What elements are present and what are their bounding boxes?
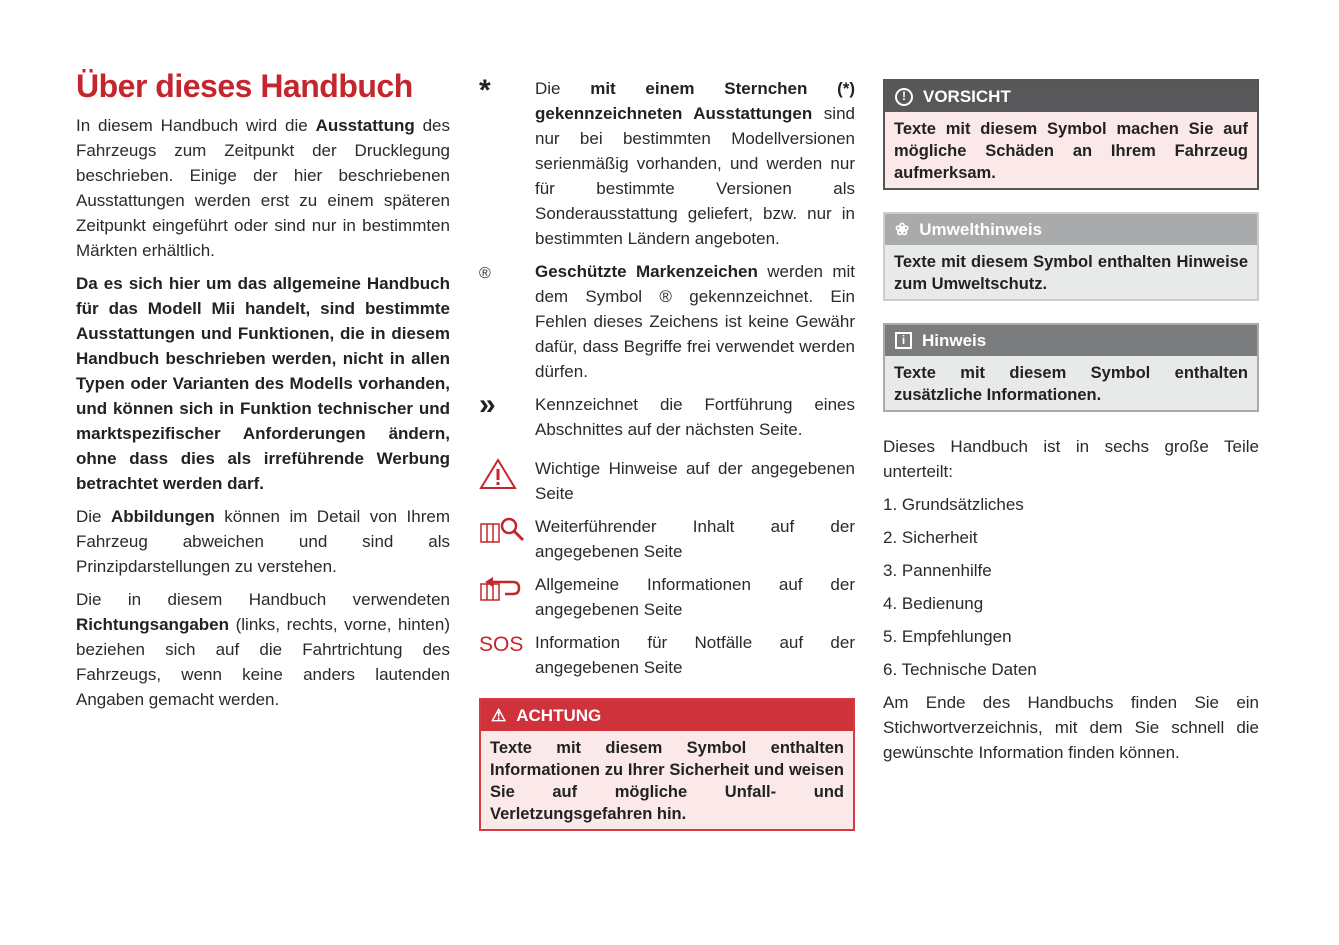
page-title: Über dieses Handbuch	[76, 68, 413, 104]
paragraph-richtung	[76, 587, 450, 712]
parts-list	[883, 492, 1259, 682]
umwelt-body: Texte mit diesem Symbol enthalten Hinweise zum Umweltschutz.	[885, 245, 1257, 299]
bold-text: Abbildungen	[110, 507, 215, 526]
right-column	[883, 79, 1259, 773]
text: des Fahrzeugs zum Zeitpunkt der Drucklegung beschrieben. Einige der hier beschriebenen Ausstattungen werden erst zu einem späteren Zeitpunkt eingeführt oder sind nur in bestimmten Märkten erhältlich.	[76, 116, 450, 260]
book-magnifier-icon	[479, 514, 535, 564]
symbol-book-search	[479, 514, 855, 564]
achtung-box	[479, 698, 855, 831]
list-item: 2. Sicherheit	[883, 528, 978, 547]
list-item: 5. Empfehlungen	[883, 627, 1012, 646]
text: können im Detail von Ihrem Fahrzeug abweichen und sind als Prinzipdarstellungen zu verstehen.	[76, 507, 450, 576]
symbol-text: Information für Notfälle auf der angegebenen Seite	[535, 633, 855, 677]
text: Die	[76, 507, 111, 526]
text: werden mit dem Symbol ® gekennzeichnet. Ein Fehlen dieses Zeichens ist keine Gewähr dafür, dass Begriffe frei verwendet werden dürfen.	[535, 262, 855, 381]
parts-outro: Am Ende des Handbuchs finden Sie ein Stichwortverzeichnis, mit dem Sie schnell die gewünschte Information finden können.	[883, 693, 1259, 762]
flower-icon: ❀	[895, 220, 910, 239]
hinweis-body: Texte mit diesem Symbol enthalten zusätzliche Informationen.	[885, 356, 1257, 410]
symbol-text	[535, 259, 855, 384]
symbol-registered	[479, 259, 855, 384]
asterisk-icon: *	[479, 74, 491, 107]
symbol-book-info	[479, 572, 855, 622]
bold-text: Geschützte Markenzeichen	[535, 262, 758, 281]
book-arrow-icon	[479, 572, 535, 622]
umwelt-box	[883, 212, 1259, 301]
symbol-text: Weiterführender Inhalt auf der angegebenen Seite	[535, 517, 855, 561]
left-column	[76, 68, 450, 720]
list-item: 4. Bedienung	[883, 594, 984, 613]
bold-text: mit einem Sternchen (*) gekennzeichneten Ausstattungen	[535, 79, 856, 123]
symbol-text: Kennzeichnet die Fortführung eines Abschnittes auf der nächsten Seite.	[535, 395, 855, 439]
paragraph-general	[76, 271, 450, 496]
list-item: 1. Grundsätzliches	[883, 495, 1024, 514]
hinweis-header	[885, 325, 1257, 356]
exclamation-circle-icon: !	[895, 88, 913, 106]
text: Die	[535, 79, 591, 98]
symbol-text	[535, 76, 855, 251]
warning-triangle-icon	[479, 456, 535, 506]
vorsicht-box	[883, 79, 1259, 190]
paragraph-ausstattung	[76, 113, 450, 263]
warning-icon: ⚠	[491, 706, 507, 725]
text: In diesem Handbuch wird die	[76, 116, 316, 135]
bold-text: Da es sich hier um das allgemeine Handbuch für das Modell Mii handelt, sind bestimmte Ausstattungen und Funktionen, die in diesem Handbuch beschrieben werden, nicht in allen Typen oder Varianten des Modells vorhanden, und können sich in Funktion technischer und marktspezifischer Anforderungen ändern, ohne dass dies als irreführende Werbung betrachtet werden darf.	[76, 274, 450, 493]
list-item: 6. Technische Daten	[883, 660, 1037, 679]
sos-icon: SOS	[479, 633, 524, 656]
parts-intro: Dieses Handbuch ist in sechs große Teile unterteilt:	[883, 437, 1259, 481]
vorsicht-body: Texte mit diesem Symbol machen Sie auf mögliche Schäden an Ihrem Fahrzeug aufmerksam.	[885, 112, 1257, 188]
text: sind nur bei bestimmten Modellversionen serienmäßig vorhanden, und werden nur für bestimmte Versionen als Sonderausstattung geliefert, bzw. nur in bestimmten Ländern angeboten.	[535, 104, 855, 248]
bold-text: Ausstattung	[315, 116, 415, 135]
symbol-continue	[479, 388, 855, 442]
paragraph-abbildungen	[76, 504, 450, 579]
achtung-body: Texte mit diesem Symbol enthalten Informationen zu Ihrer Sicherheit und weisen Sie auf mögliche Unfall- und Verletzungsgefahren hin.	[481, 731, 853, 829]
info-icon: i	[895, 332, 912, 349]
symbol-warning	[479, 456, 855, 506]
symbol-sos	[479, 630, 855, 680]
symbol-text: Allgemeine Informationen auf der angegebenen Seite	[535, 575, 855, 619]
vorsicht-header	[885, 81, 1257, 112]
umwelt-title: Umwelthinweis	[919, 220, 1043, 239]
registered-icon: ®	[479, 265, 491, 282]
vorsicht-title: VORSICHT	[923, 87, 1011, 106]
hinweis-box	[883, 323, 1259, 412]
middle-column	[479, 76, 855, 853]
symbol-text: Wichtige Hinweise auf der angegebenen Seite	[535, 459, 855, 503]
text: (links, rechts, vorne, hinten) beziehen sich auf die Fahrtrichtung des Fahrzeugs, wenn keine anders lautenden Angaben gemacht werden.	[76, 615, 450, 709]
achtung-header	[481, 700, 853, 731]
text: Die in diesem Handbuch verwendeten	[76, 590, 450, 609]
hinweis-title: Hinweis	[922, 331, 987, 350]
symbol-star	[479, 76, 855, 251]
list-item: 3. Pannenhilfe	[883, 561, 992, 580]
achtung-title: ACHTUNG	[516, 706, 602, 725]
double-chevron-icon: »	[479, 388, 496, 421]
bold-text: Richtungsangaben	[76, 615, 230, 634]
umwelt-header	[885, 214, 1257, 245]
